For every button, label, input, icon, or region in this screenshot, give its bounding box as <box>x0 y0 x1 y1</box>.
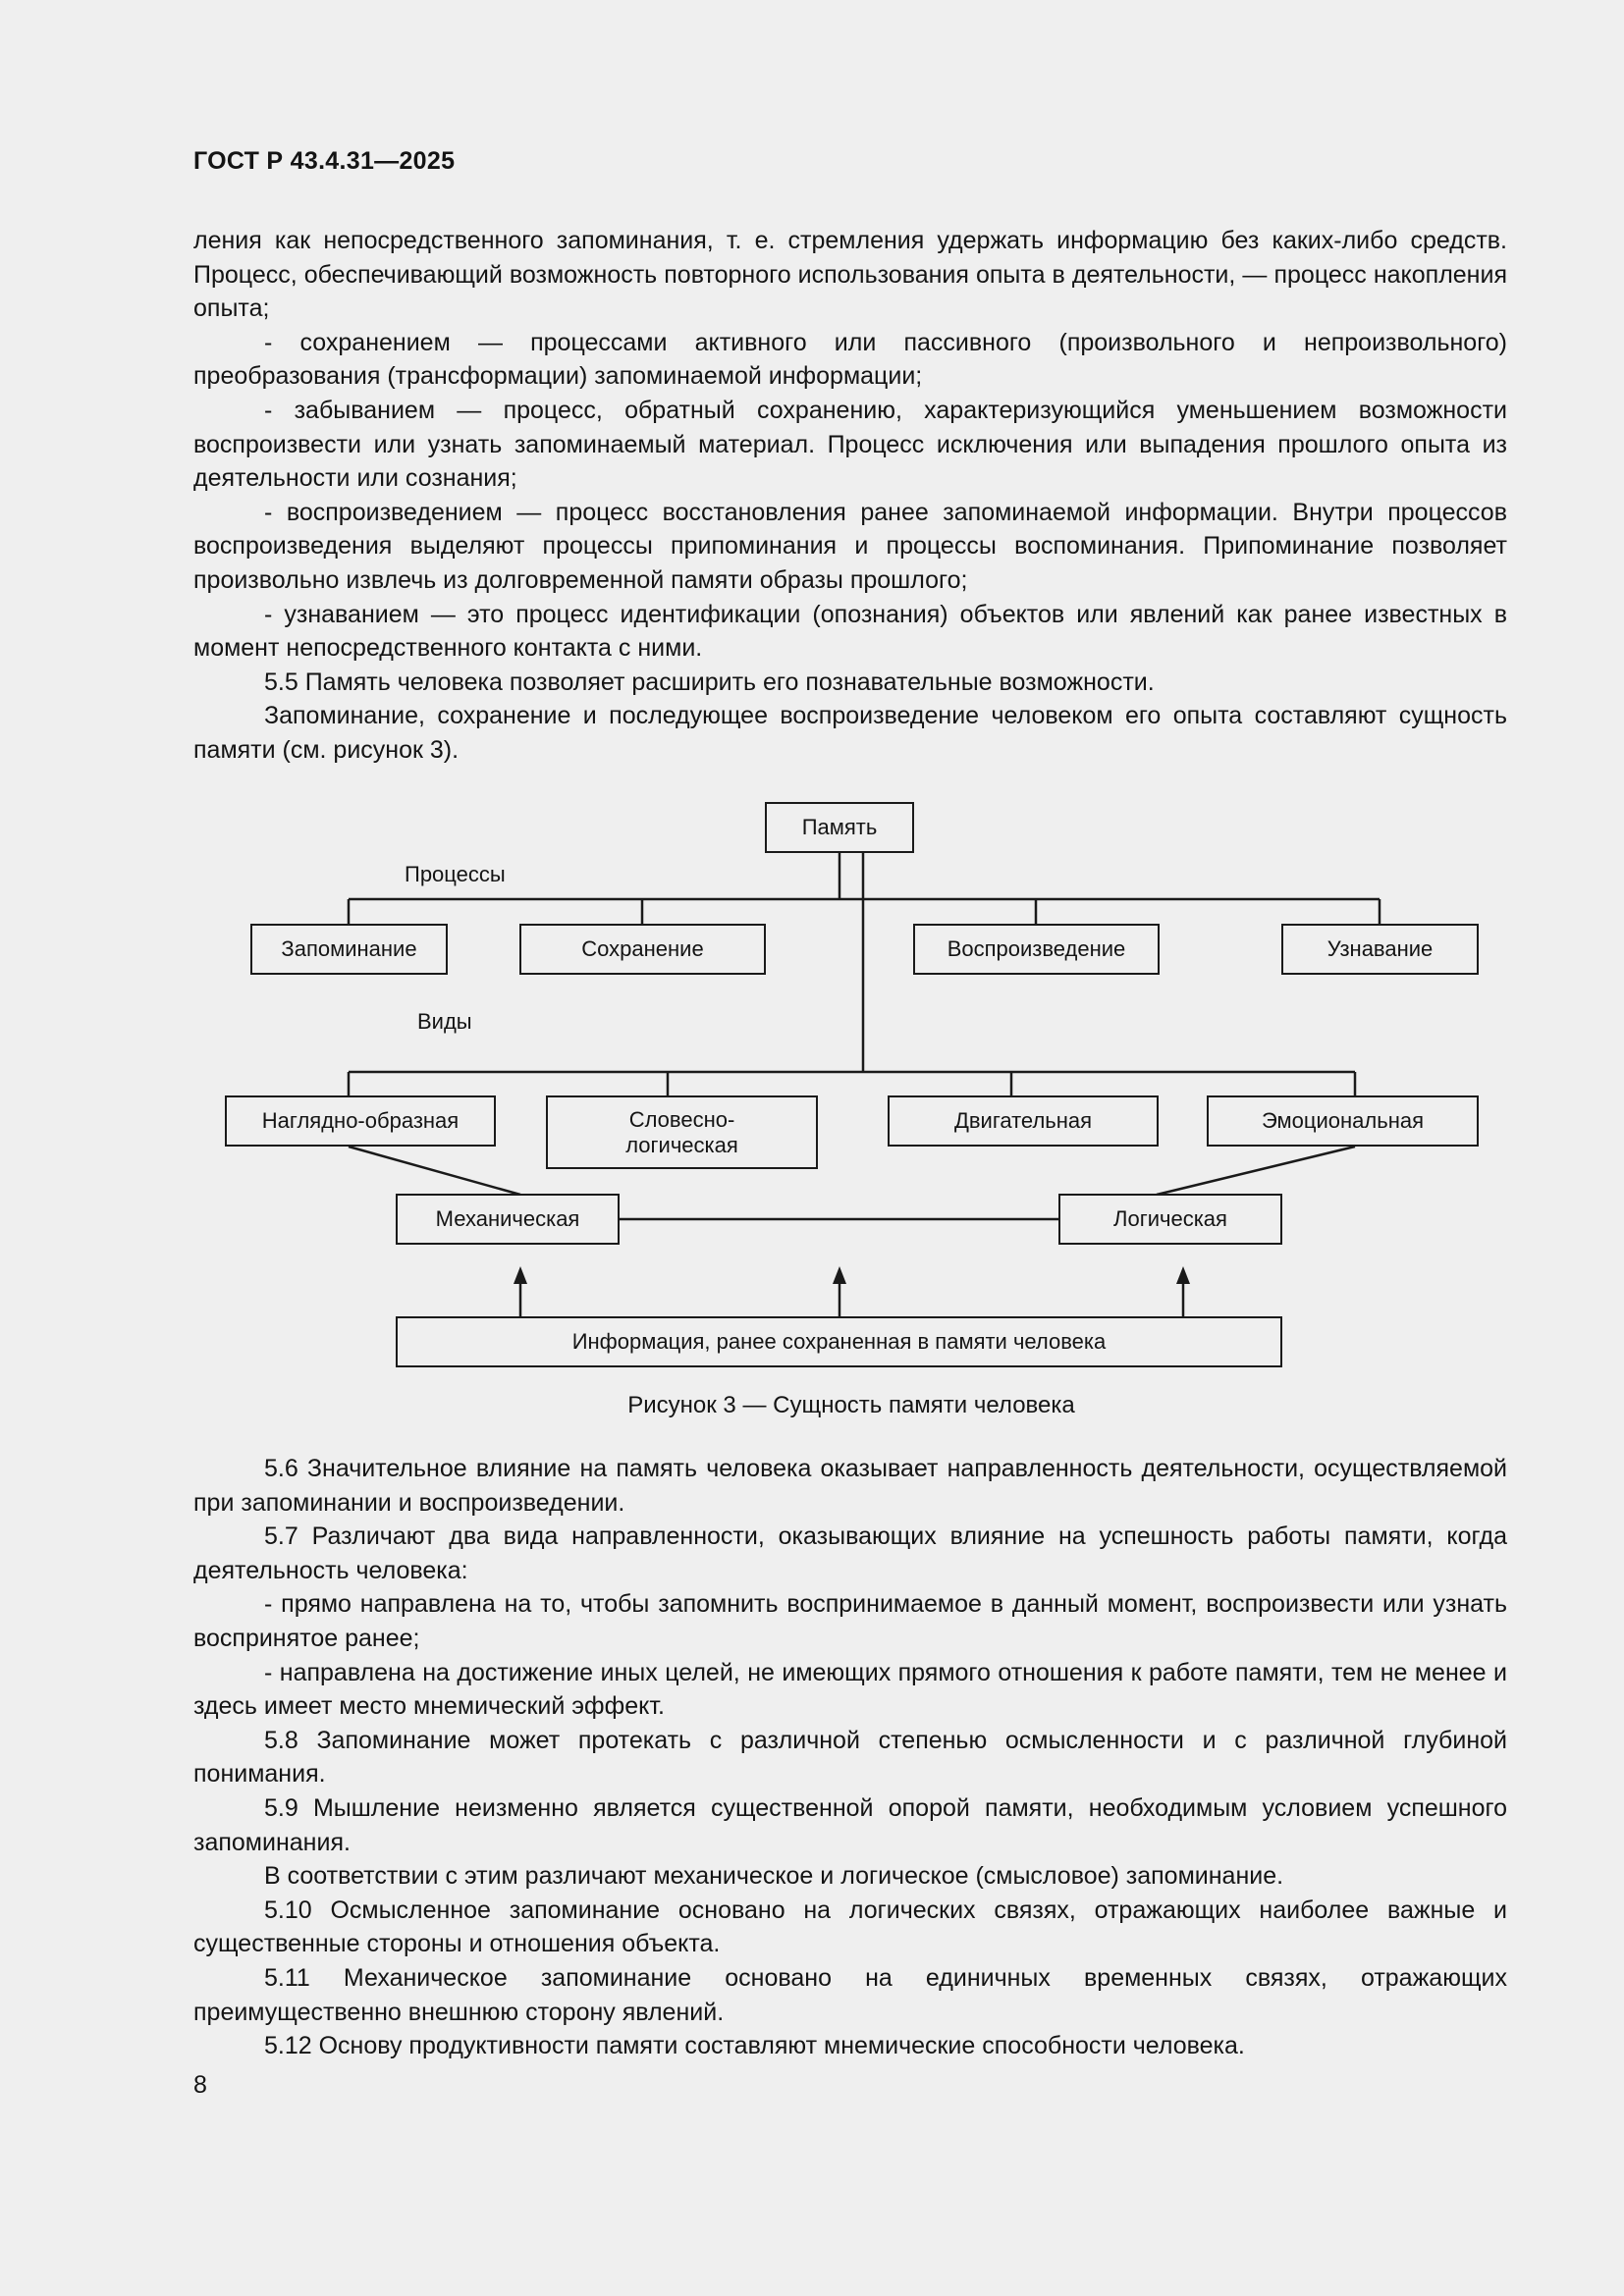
figure-caption: Рисунок 3 — Сущность памяти человека <box>627 1392 1075 1418</box>
processes-label: Процессы <box>405 862 506 886</box>
paragraph: В соответствии с этим различают механическое и логическое (смысловое) запоминание. <box>264 1862 1284 1891</box>
process-box: Запоминание <box>250 924 448 975</box>
process-box: Узнавание <box>1281 924 1479 975</box>
paragraph: 5.11 Механическое запоминание основано на единичных временных связях, отражающих преимущественно внешнюю сторону явлений. <box>193 1963 1507 2026</box>
paragraph: 5.5 Память человека позволяет расширить его познавательные возможности. <box>264 667 1155 696</box>
types-label: Виды <box>417 1009 472 1034</box>
process-box: Воспроизведение <box>913 924 1160 975</box>
process-box: Сохранение <box>519 924 766 975</box>
type-box: Двигательная <box>888 1095 1159 1147</box>
list-item: - воспроизведением — процесс восстановления ранее запоминаемой информации. Внутри процессов воспроизведения выделяют процессы припоминания и процессы воспоминания. Припоминание позволяет произвольно извлечь из долговременной памяти образы прошлого; <box>193 498 1507 594</box>
paragraph: 5.6 Значительное влияние на память человека оказывает направленность деятельности, осуществляемой при запоминании и воспроизведении. <box>193 1455 1507 1517</box>
paragraph: 5.7 Различают два вида направленности, оказывающих влияние на успешность работы памяти, когда деятельность человека: <box>193 1522 1507 1584</box>
list-item: - сохранением — процессами активного или пассивного (произвольного и непроизвольного) преобразования (трансформации) запоминаемой информации; <box>193 328 1507 391</box>
body-text-lower <box>193 1452 1507 2063</box>
body-text-upper <box>193 224 1507 768</box>
paragraph: Запоминание, сохранение и последующее воспроизведение человеком его опыта составляют сущность памяти (см. рисунок 3). <box>193 702 1507 764</box>
info-box: Информация, ранее сохраненная в памяти человека <box>396 1316 1282 1367</box>
type-box: Словесно- логическая <box>546 1095 818 1169</box>
type-box: Эмоциональная <box>1207 1095 1479 1147</box>
list-item: - направлена на достижение иных целей, не имеющих прямого отношения к работе памяти, тем не менее и здесь имеет место мнемический эффект. <box>193 1658 1507 1721</box>
document-header: ГОСТ Р 43.4.31—2025 <box>193 147 456 175</box>
mechanical-box: Механическая <box>396 1194 620 1245</box>
paragraph: 5.12 Основу продуктивности памяти составляют мнемические способности человека. <box>264 2032 1245 2060</box>
logical-box: Логическая <box>1058 1194 1282 1245</box>
list-item: - забыванием — процесс, обратный сохранению, характеризующийся уменьшением возможности воспроизвести или узнать запоминаемый материал. Процесс исключения или выпадения прошлого опыта из деятельности или сознания; <box>193 396 1507 493</box>
paragraph: ления как непосредственного запоминания, т. е. стремления удержать информацию без каких-либо средств. Процесс, обеспечивающий возможность повторного использования опыта в деятельности, — процесс накопления опыта; <box>193 227 1507 323</box>
list-item: - узнаванием — это процесс идентификации (опознания) объектов или явлений как ранее известных в момент непосредственного контакта с ними. <box>193 600 1507 663</box>
paragraph: 5.9 Мышление неизменно является существенной опорой памяти, необходимым условием успешного запоминания. <box>193 1793 1507 1856</box>
list-item: - прямо направлена на то, чтобы запомнить воспринимаемое в данный момент, воспроизвести или узнать воспринятое ранее; <box>193 1590 1507 1652</box>
diagram-connectors <box>0 785 1624 1394</box>
paragraph: 5.10 Осмысленное запоминание основано на логических связях, отражающих наиболее важные и существенные стороны и отношения объекта. <box>193 1896 1507 1958</box>
type-box: Наглядно-образная <box>225 1095 496 1147</box>
memory-diagram <box>0 785 1624 1394</box>
page-number: 8 <box>193 2071 207 2099</box>
paragraph: 5.8 Запоминание может протекать с различной степенью осмысленности и с различной глубиной понимания. <box>193 1726 1507 1789</box>
root-box: Память <box>765 802 914 853</box>
